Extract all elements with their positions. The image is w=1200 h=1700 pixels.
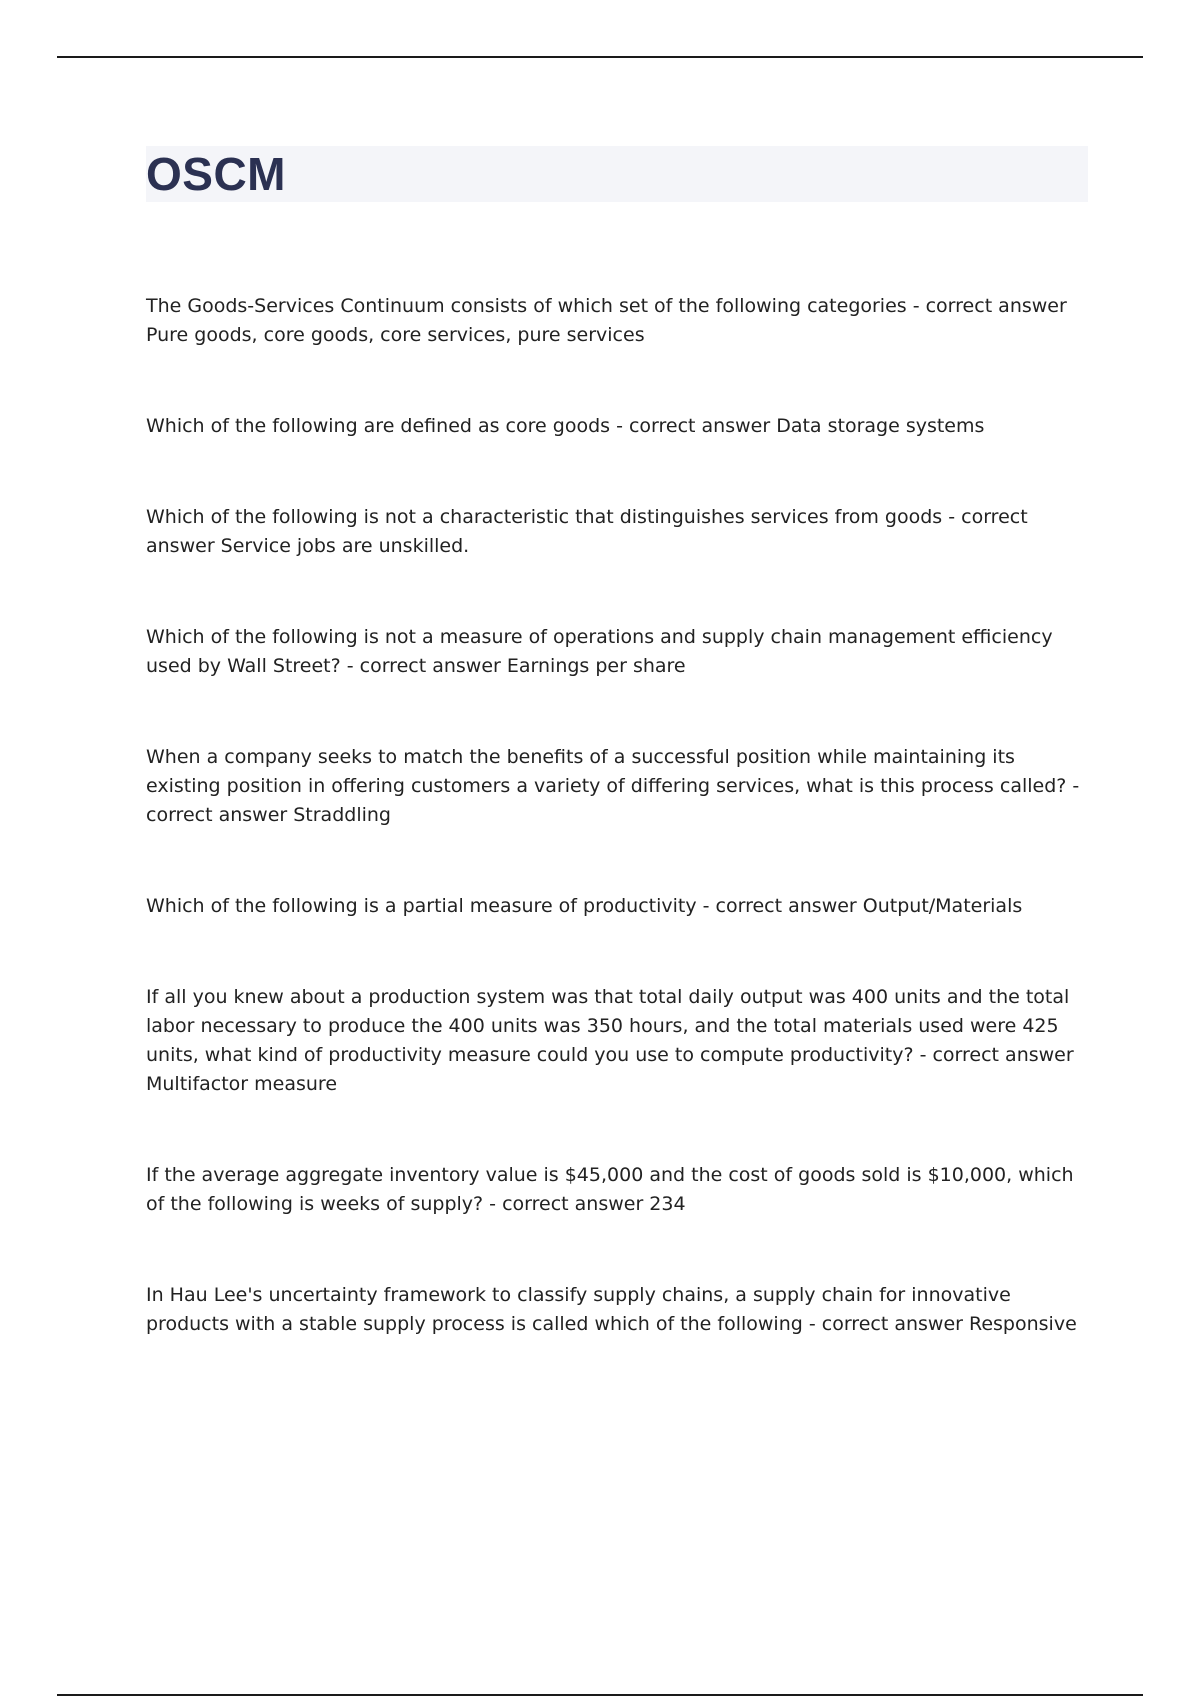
qa-item-4: Which of the following is not a measure of operations and supply chain management efficiency used by Wall Street? - correct answer Earnings per share (146, 626, 1053, 677)
qa-item-8: If the average aggregate inventory value is $45,000 and the cost of goods sold is $10,000, which of the following is weeks of supply? - correct answer 234 (146, 1164, 1074, 1215)
top-rule (57, 56, 1143, 58)
qa-item-6: Which of the following is a partial measure of productivity - correct answer Output/Materials (146, 895, 1023, 917)
qa-list (146, 292, 1086, 1339)
qa-item-1: The Goods-Services Continuum consists of which set of the following categories - correct answer Pure goods, core goods, core services, pure services (146, 295, 1067, 346)
document-title: OSCM (146, 148, 286, 200)
qa-item-5: When a company seeks to match the benefits of a successful position while maintaining its existing position in offering customers a variety of differing services, what is this process called? - correct answer Straddling (146, 746, 1080, 826)
qa-item-2: Which of the following are defined as core goods - correct answer Data storage systems (146, 415, 985, 437)
bottom-rule (57, 1694, 1143, 1696)
qa-item-7: If all you knew about a production system was that total daily output was 400 units and the total labor necessary to produce the 400 units was 350 hours, and the total materials used were 425 units, what kind of productivity measure could you use to compute productivity? - correct answer Multifactor measure (146, 986, 1074, 1095)
qa-item-3: Which of the following is not a characteristic that distinguishes services from goods - correct answer Service jobs are unskilled. (146, 506, 1028, 557)
qa-item-9: In Hau Lee's uncertainty framework to classify supply chains, a supply chain for innovative products with a stable supply process is called which of the following - correct answer Responsive (146, 1284, 1077, 1335)
title-band (146, 146, 1088, 202)
